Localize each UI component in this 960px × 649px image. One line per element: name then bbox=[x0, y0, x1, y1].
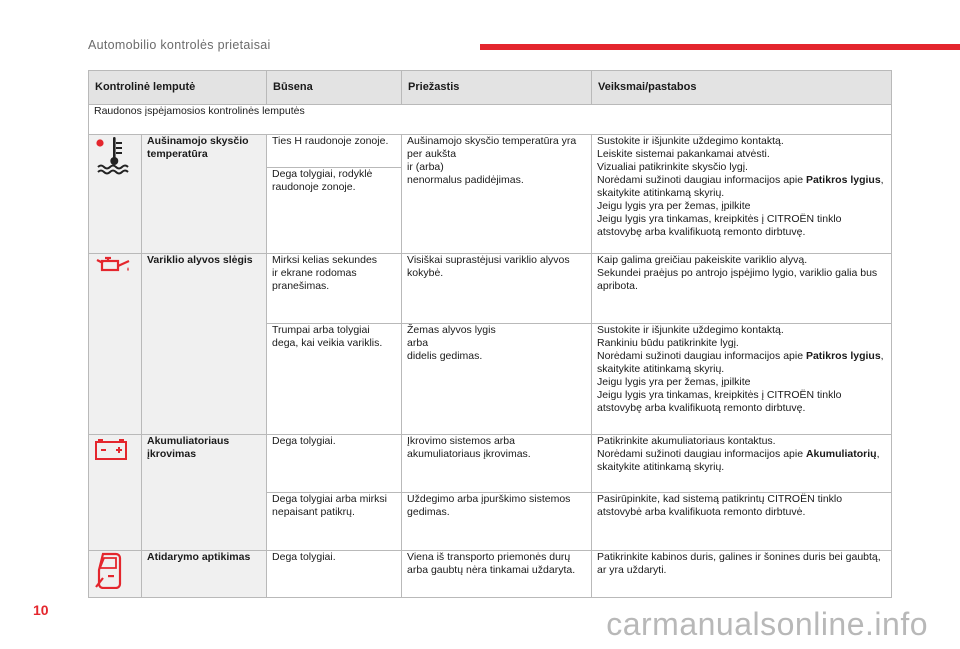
battery-action-2: Pasirūpinkite, kad sistemą patikrintų CITROËN tinklo atstovybė arba kvalifikuota remonto dirbtuvė. bbox=[592, 493, 892, 551]
coolant-name: Aušinamojo skysčio temperatūra bbox=[142, 135, 267, 254]
coolant-cause: Aušinamojo skysčio temperatūra yra per aukšta ir (arba) nenormalus padidėjimas. bbox=[402, 135, 592, 254]
group-title: Raudonos įspėjamosios kontrolinės lemputės bbox=[89, 105, 892, 135]
coolant-action-text-1: Sustokite ir išjunkite uždegimo kontaktą. Leiskite sistemai pakankamai atvėsti. Vizualiai patikrinkite skysčio lygį. Norėdami sužinoti daugiau informacijos apie bbox=[597, 135, 804, 186]
column-header-state: Būsena bbox=[267, 71, 402, 105]
group-row bbox=[89, 105, 892, 135]
oil-state-1: Mirksi kelias sekundes ir ekrane rodomas pranešimas. bbox=[267, 254, 402, 324]
door-action-1: Patikrinkite kabinos duris, galines ir šonines duris bei gaubtą, ar yra uždaryti. bbox=[592, 551, 892, 598]
table-row bbox=[89, 254, 892, 324]
page-header: Automobilio kontrolės prietaisai bbox=[88, 38, 271, 52]
battery-name: Akumuliatoriaus įkrovimas bbox=[142, 435, 267, 551]
oil-action-text-1: Sustokite ir išjunkite uždegimo kontaktą. Rankiniu būdu patikrinkite lygį. Norėdami sužinoti daugiau informacijos apie bbox=[597, 324, 804, 362]
door-icon-cell bbox=[89, 551, 142, 598]
battery-action-bold: Akumuliatorių bbox=[805, 448, 877, 460]
battery-cause-2: Uždegimo arba įpurškimo sistemos gedimas. bbox=[402, 493, 592, 551]
oil-icon-cell bbox=[89, 254, 142, 435]
coolant-action-bold: Patikros lygius bbox=[805, 174, 881, 186]
battery-action-text-2: , skaitykite atitinkamą skyrių. bbox=[597, 448, 880, 473]
oil-action-bold: Patikros lygius bbox=[805, 350, 881, 362]
oil-state-2: Trumpai arba tolygiai dega, kai veikia variklis. bbox=[267, 324, 402, 435]
column-header-light: Kontrolinė lemputė bbox=[89, 71, 267, 105]
coolant-icon-cell bbox=[89, 135, 142, 254]
coolant-state-1: Ties H raudonoje zonoje. bbox=[267, 135, 402, 168]
warning-lights-table bbox=[88, 70, 892, 598]
page-number: 10 bbox=[33, 602, 49, 618]
battery-state-2: Dega tolygiai arba mirksi nepaisant patikrų. bbox=[267, 493, 402, 551]
battery-charge-icon bbox=[94, 435, 128, 461]
oil-pressure-icon bbox=[94, 254, 134, 278]
door-cause-1: Viena iš transporto priemonės durų arba gaubtų nėra tinkamai uždaryta. bbox=[402, 551, 592, 598]
oil-cause-2: Žemas alyvos lygis arba didelis gedimas. bbox=[402, 324, 592, 435]
column-header-actions: Veiksmai/pastabos bbox=[592, 71, 892, 105]
oil-cause-1: Visiškai suprastėjusi variklio alyvos kokybė. bbox=[402, 254, 592, 324]
oil-name: Variklio alyvos slėgis bbox=[142, 254, 267, 435]
battery-state-1: Dega tolygiai. bbox=[267, 435, 402, 493]
table-header-row bbox=[89, 71, 892, 105]
table-row bbox=[89, 435, 892, 493]
battery-cause-1: Įkrovimo sistemos arba akumuliatoriaus įkrovimas. bbox=[402, 435, 592, 493]
battery-action-1 bbox=[592, 435, 892, 493]
header-accent-bar bbox=[480, 44, 960, 50]
oil-action-2 bbox=[592, 324, 892, 435]
door-state-1: Dega tolygiai. bbox=[267, 551, 402, 598]
oil-action-text-2: , skaitykite atitinkamą skyrių. Jeigu lygis yra per žemas, įpilkite Jeigu lygis yra tinkamas, kreipkitės į CITROËN tinklo atstovybę arba kvalifikuotą remonto dirbtuvę. bbox=[597, 350, 884, 414]
coolant-state-2: Dega tolygiai, rodyklė raudonoje zonoje. bbox=[267, 168, 402, 254]
coolant-action bbox=[592, 135, 892, 254]
door-open-icon bbox=[94, 551, 124, 589]
watermark: carmanualsonline.info bbox=[606, 606, 928, 642]
coolant-action-text-2: , skaitykite atitinkamą skyrių. Jeigu lygis yra per žemas, įpilkite Jeigu lygis yra tinkamas, kreipkitės į CITROËN tinklo atstovybę arba kvalifikuotą remonto dirbtuvę. bbox=[597, 174, 884, 238]
battery-action-text-1: Patikrinkite akumuliatoriaus kontaktus. Norėdami sužinoti daugiau informacijos apie bbox=[597, 435, 804, 460]
oil-action-1: Kaip galima greičiau pakeiskite variklio alyvą. Sekundei praėjus po antrojo įspėjimo lygio, variklio galia bus apribota. bbox=[592, 254, 892, 324]
door-name: Atidarymo aptikimas bbox=[142, 551, 267, 598]
coolant-temperature-icon bbox=[94, 135, 134, 175]
battery-icon-cell bbox=[89, 435, 142, 551]
table-row bbox=[89, 551, 892, 598]
column-header-cause: Priežastis bbox=[402, 71, 592, 105]
table-row bbox=[89, 135, 892, 168]
